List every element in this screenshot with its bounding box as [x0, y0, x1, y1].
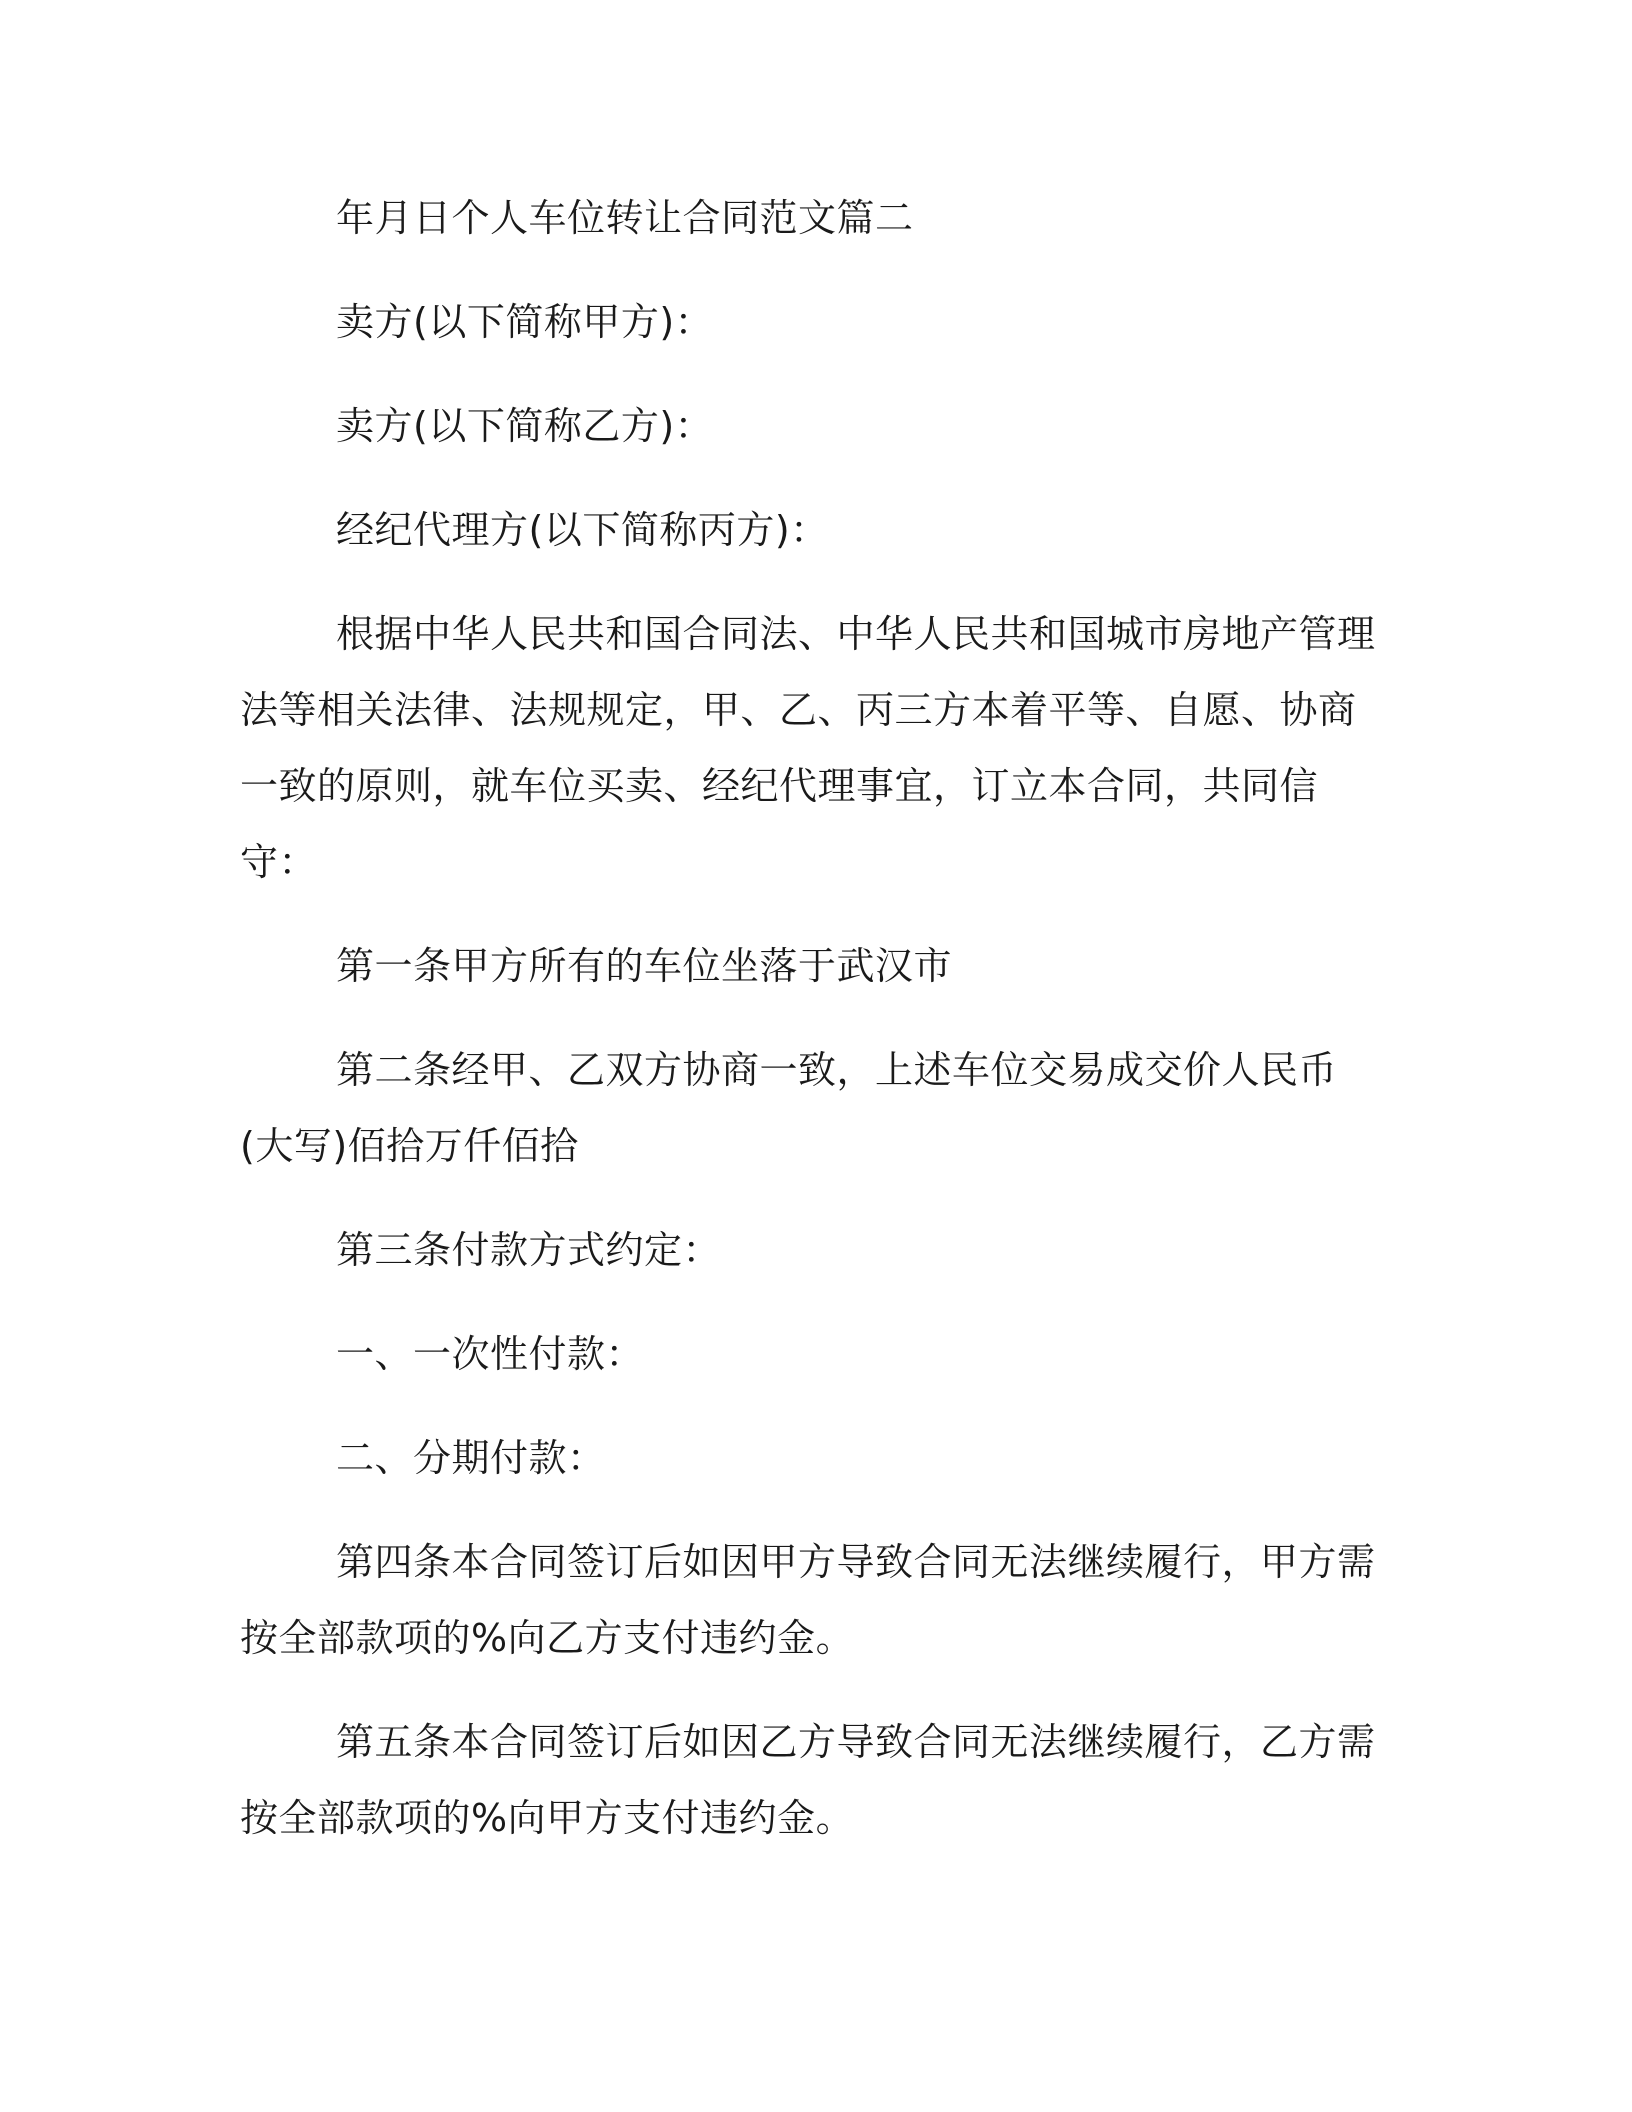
payment-option-lump-sum: 一、一次性付款： [336, 1332, 645, 1376]
article-3: 第三条付款方式约定： [336, 1228, 722, 1272]
document-body [240, 180, 1378, 1856]
party-c-line: 经纪代理方(以下简称丙方)： [336, 508, 829, 552]
party-a-line: 卖方(以下简称甲方)： [336, 300, 714, 344]
article-2: 第二条经甲、乙双方协商一致，上述车位交易成交价人民币(大写)佰拾万仟佰拾 [240, 1048, 1338, 1168]
payment-option-installments: 二、分期付款： [336, 1436, 606, 1480]
preamble-paragraph: 根据中华人民共和国合同法、中华人民共和国城市房地产管理法等相关法律、法规规定，甲、乙、丙三方本着平等、自愿、协商一致的原则，就车位买卖、经纪代理事宜，订立本合同，共同信守： [240, 612, 1376, 884]
article-4: 第四条本合同签订后如因甲方导致合同无法继续履行，甲方需按全部款项的%向乙方支付违约金。 [240, 1540, 1376, 1660]
document-title: 年月日个人车位转让合同范文篇二 [336, 196, 914, 240]
party-b-line: 卖方(以下简称乙方)： [336, 404, 714, 448]
article-5: 第五条本合同签订后如因乙方导致合同无法继续履行，乙方需按全部款项的%向甲方支付违约金。 [240, 1720, 1376, 1840]
article-1: 第一条甲方所有的车位坐落于武汉市 [336, 944, 953, 988]
